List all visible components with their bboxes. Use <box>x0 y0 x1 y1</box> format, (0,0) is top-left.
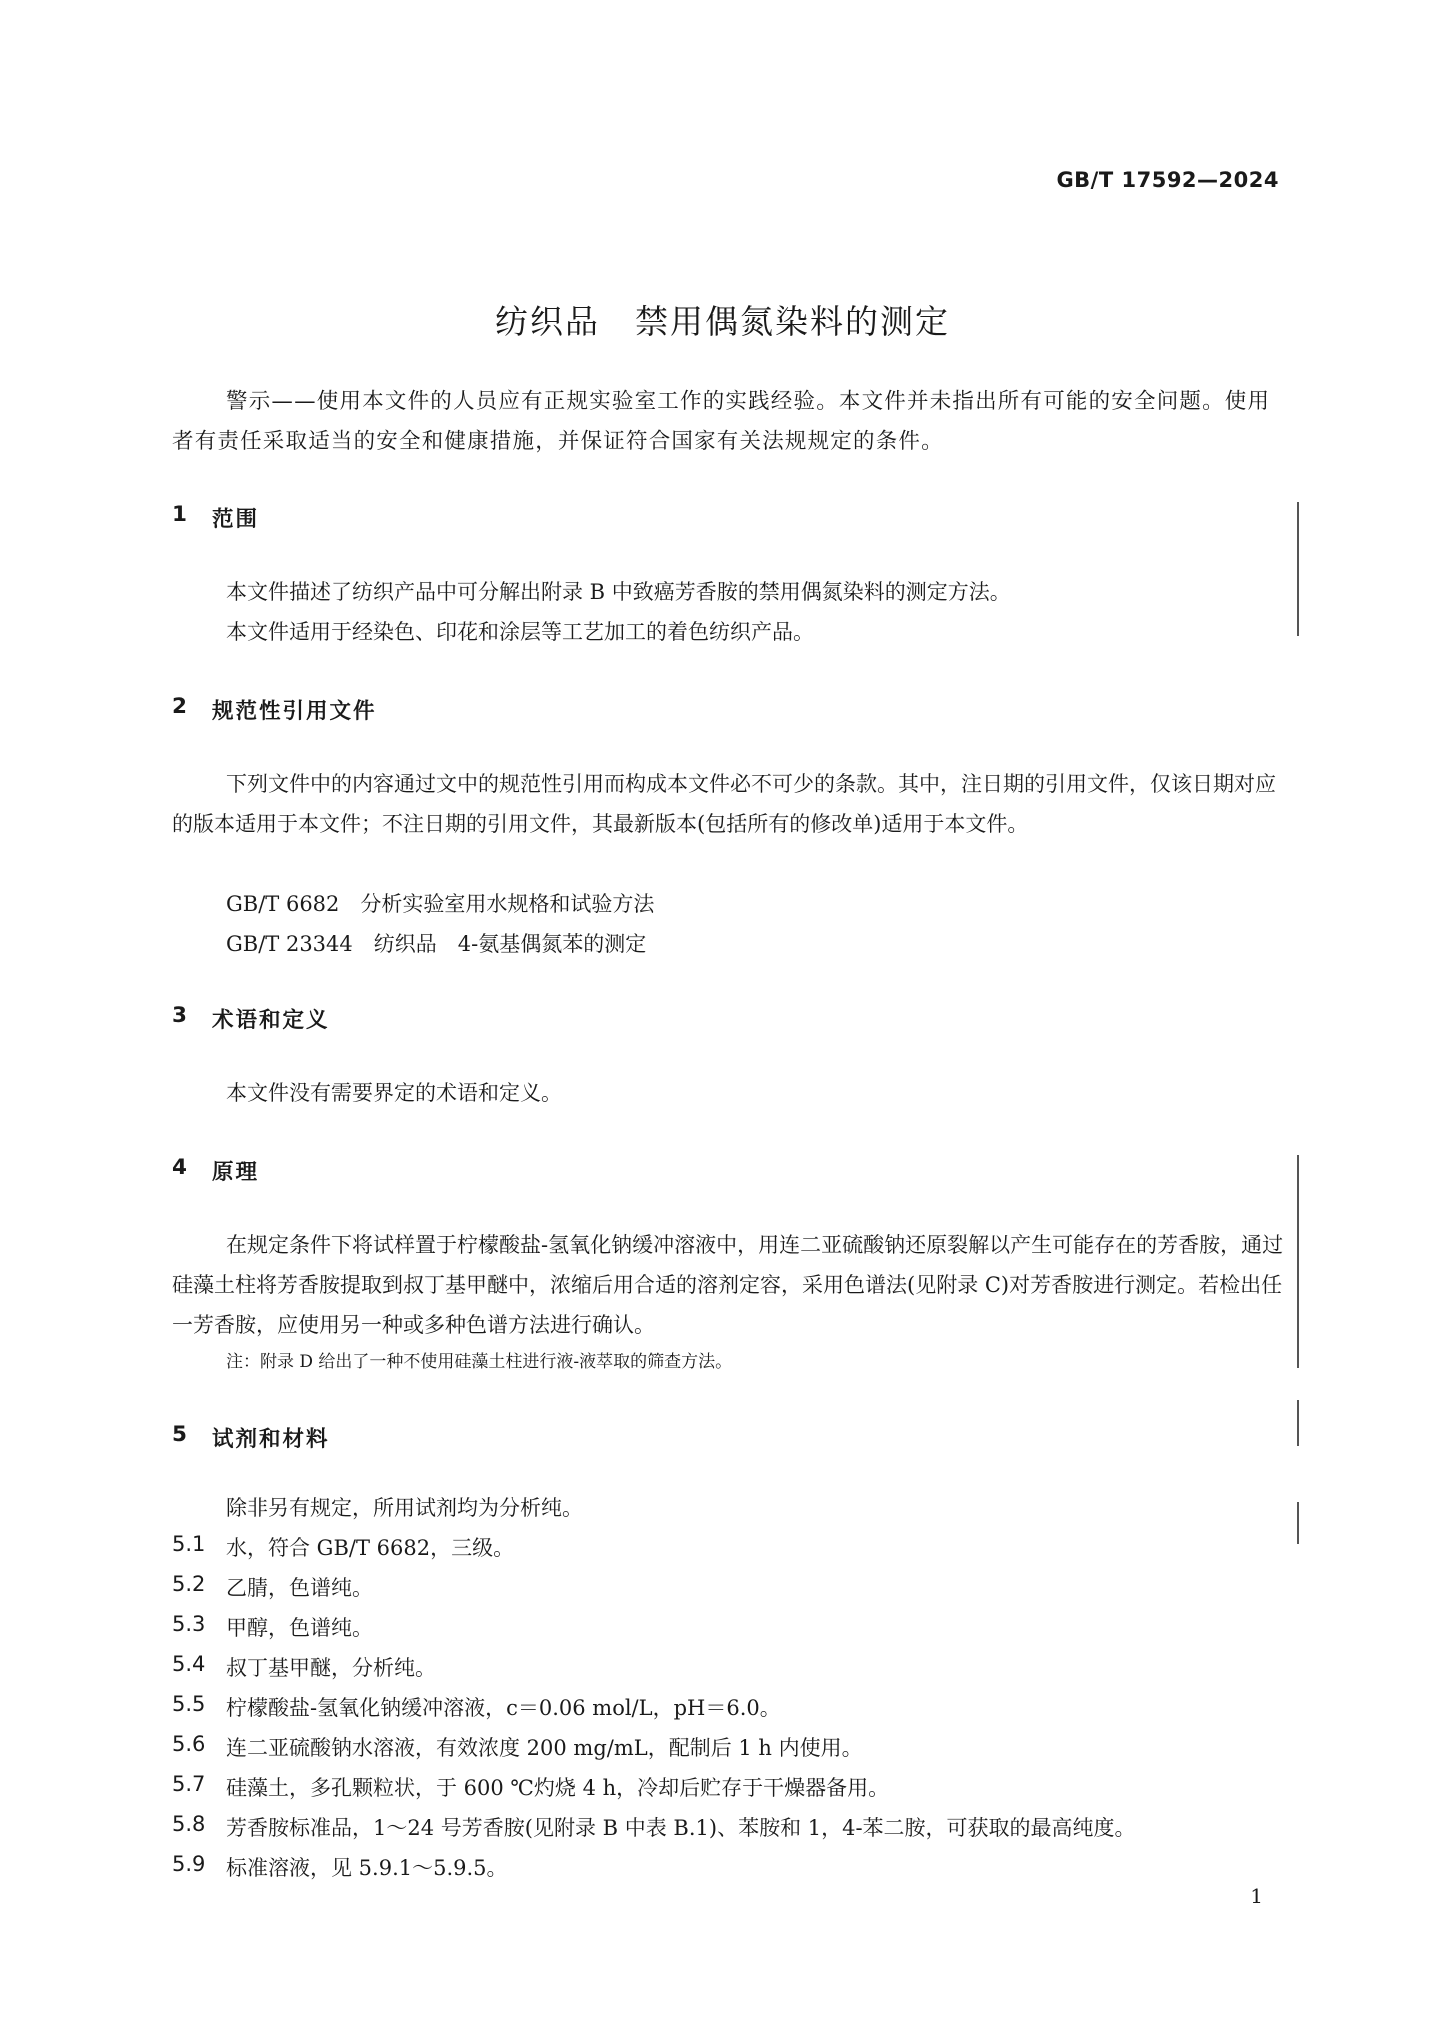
reference-gbt-6682: GB/T 6682 分析实验室用水规格和试验方法 <box>226 892 655 916</box>
item-number: 5.2 <box>172 1572 206 1596</box>
section-5-title: 试剂和材料 <box>212 1427 330 1452</box>
section-1-title: 范围 <box>212 507 260 532</box>
item-text: 柠檬酸盐-氢氧化钠缓冲溶液，c＝0.06 mol/L，pH＝6.0。 <box>226 1696 781 1720</box>
document-title: 纺织品 禁用偶氮染料的测定 <box>495 302 950 341</box>
item-number: 5.9 <box>172 1852 206 1876</box>
item-text: 芳香胺标准品，1～24 号芳香胺(见附录 B 中表 B.1)、苯胺和 1，4-苯二胺，可获取的最高纯度。 <box>226 1816 1136 1840</box>
revision-bar <box>1297 1155 1299 1368</box>
reference-gbt-23344: GB/T 23344 纺织品 4-氨基偶氮苯的测定 <box>226 932 647 956</box>
item-number: 5.4 <box>172 1652 206 1676</box>
item-text: 标准溶液，见 5.9.1～5.9.5。 <box>226 1856 508 1880</box>
section-1-number: 1 <box>172 502 187 527</box>
section-2-title: 规范性引用文件 <box>212 699 377 724</box>
item-text: 硅藻土，多孔颗粒状，于 600 ℃灼烧 4 h，冷却后贮存于干燥器备用。 <box>226 1776 890 1800</box>
section-3-number: 3 <box>172 1003 187 1028</box>
section-3-title: 术语和定义 <box>212 1008 330 1033</box>
item-text: 乙腈，色谱纯。 <box>226 1576 373 1600</box>
item-number: 5.7 <box>172 1772 206 1796</box>
item-number: 5.6 <box>172 1732 206 1756</box>
section-2-paragraph: 下列文件中的内容通过文中的规范性引用而构成本文件必不可少的条款。其中，注日期的引用文件，仅该日期对应的版本适用于本文件；不注日期的引用文件，其最新版本(包括所有的修改单)适用于本文件。 <box>172 772 1276 836</box>
section-4-note: 注：附录 D 给出了一种不使用硅藻土柱进行液-液萃取的筛查方法。 <box>226 1352 733 1372</box>
section-4-title: 原理 <box>212 1160 260 1185</box>
section-3-paragraph: 本文件没有需要界定的术语和定义。 <box>226 1081 562 1105</box>
revision-bar <box>1297 1400 1299 1446</box>
item-text: 甲醇，色谱纯。 <box>226 1616 373 1640</box>
section-1-paragraph-1: 本文件描述了纺织产品中可分解出附录 B 中致癌芳香胺的禁用偶氮染料的测定方法。 <box>226 580 1011 604</box>
item-text: 水，符合 GB/T 6682，三级。 <box>226 1536 515 1560</box>
standard-number: GB/T 17592—2024 <box>1056 168 1279 192</box>
revision-bar <box>1297 502 1299 636</box>
section-4-paragraph: 在规定条件下将试样置于柠檬酸盐-氢氧化钠缓冲溶液中，用连二亚硫酸钠还原裂解以产生可能存在的芳香胺，通过硅藻土柱将芳香胺提取到叔丁基甲醚中，浓缩后用合适的溶剂定容，采用色谱法(见附录 C)对芳香胺进行测定。若检出任一芳香胺，应使用另一种或多种色谱方法进行确认。 <box>172 1233 1284 1337</box>
section-4-number: 4 <box>172 1155 187 1180</box>
item-number: 5.1 <box>172 1532 206 1556</box>
item-text: 叔丁基甲醚，分析纯。 <box>226 1656 436 1680</box>
item-number: 5.5 <box>172 1692 206 1716</box>
item-number: 5.3 <box>172 1612 206 1636</box>
item-text: 连二亚硫酸钠水溶液，有效浓度 200 mg/mL，配制后 1 h 内使用。 <box>226 1736 863 1760</box>
section-5-number: 5 <box>172 1422 187 1447</box>
section-2-number: 2 <box>172 694 187 719</box>
section-5-intro: 除非另有规定，所用试剂均为分析纯。 <box>226 1496 583 1520</box>
item-number: 5.8 <box>172 1812 206 1836</box>
warning-paragraph: 警示——使用本文件的人员应有正规实验室工作的实践经验。本文件并未指出所有可能的安全问题。使用者有责任采取适当的安全和健康措施，并保证符合国家有关法规规定的条件。 <box>172 389 1271 454</box>
section-1-paragraph-2: 本文件适用于经染色、印花和涂层等工艺加工的着色纺织产品。 <box>226 620 814 644</box>
revision-bar <box>1297 1502 1299 1544</box>
page-number: 1 <box>1250 1884 1263 1908</box>
